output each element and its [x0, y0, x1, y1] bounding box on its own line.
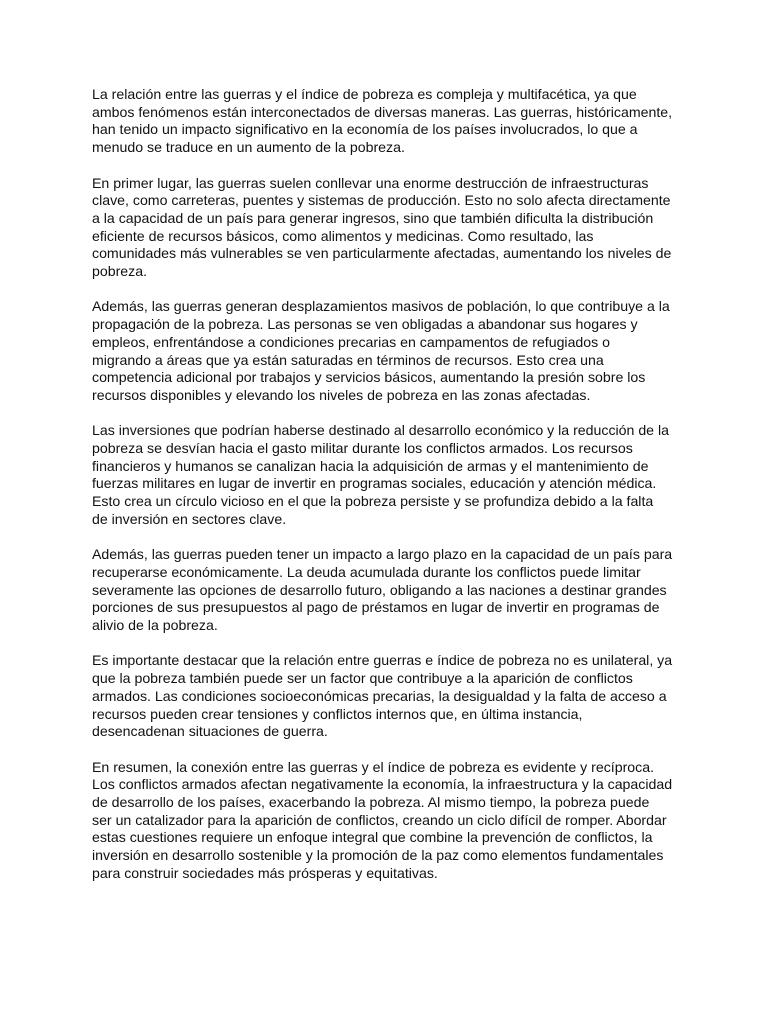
paragraph-long-term-impact: Además, las guerras pueden tener un impacto a largo plazo en la capacidad de un país para recuperarse económicamente. La deuda acumulada durante los conflictos puede limitar severamente las opciones de desarrollo futuro, obligando a las naciones a destinar grandes porciones de sus presupuestos al pago de préstamos en lugar de invertir en programas de alivio de la pobreza. — [92, 546, 673, 634]
paragraph-intro: La relación entre las guerras y el índice de pobreza es compleja y multifacética, ya que ambos fenómenos están interconectados de diversas maneras. Las guerras, históricamente, han tenido un impacto significativo en la economía de los países involucrados, lo que a menudo se traduce en un aumento de la pobreza. — [92, 86, 673, 156]
paragraph-reciprocity: Es importante destacar que la relación entre guerras e índice de pobreza no es unilateral, ya que la pobreza también puede ser un factor que contribuye a la aparición de conflictos armados. Las condiciones socioeconómicas precarias, la desigualdad y la falta de acceso a recursos pueden crear tensiones y conflictos internos que, en última instancia, desencadenan situaciones de guerra. — [92, 652, 673, 740]
paragraph-military-spending: Las inversiones que podrían haberse destinado al desarrollo económico y la reducción de la pobreza se desvían hacia el gasto militar durante los conflictos armados. Los recursos financieros y humanos se canalizan hacia la adquisición de armas y el mantenimiento de fuerzas militares en lugar de invertir en programas sociales, educación y atención médica. Esto crea un círculo vicioso en el que la pobreza persiste y se profundiza debido a la falta de inversión en sectores clave. — [92, 422, 669, 527]
paragraph-displacement: Además, las guerras generan desplazamientos masivos de población, lo que contribuye a la propagación de la pobreza. Las personas se ven obligadas a abandonar sus hogares y empleos, enfrentándose a condiciones precarias en campamentos de refugiados o migrando a áreas que ya están saturadas en términos de recursos. Esto crea una competencia adicional por trabajos y servicios básicos, aumentando la presión sobre los recursos disponibles y elevando los niveles de pobreza en las zonas afectadas. — [92, 298, 670, 403]
paragraph-summary: En resumen, la conexión entre las guerras y el índice de pobreza es evidente y recíproca. Los conflictos armados afectan negativamente la economía, la infraestructura y la capacidad de desarrollo de los países, exacerbando la pobreza. Al mismo tiempo, la pobreza puede ser un catalizador para la aparición de conflictos, creando un ciclo difícil de romper. Abordar estas cuestiones requiere un enfoque integral que combine la prevención de conflictos, la inversión en desarrollo sostenible y la promoción de la paz como elementos fundamentales para construir sociedades más prósperas y equitativas. — [92, 758, 673, 881]
document-page — [92, 86, 686, 900]
paragraph-infrastructure: En primer lugar, las guerras suelen conllevar una enorme destrucción de infraestructuras clave, como carreteras, puentes y sistemas de producción. Esto no solo afecta directamente a la capacidad de un país para generar ingresos, sino que también dificulta la distribución eficiente de recursos básicos, como alimentos y medicinas. Como resultado, las comunidades más vulnerables se ven particularmente afectadas, aumentando los niveles de pobreza. — [92, 174, 672, 280]
